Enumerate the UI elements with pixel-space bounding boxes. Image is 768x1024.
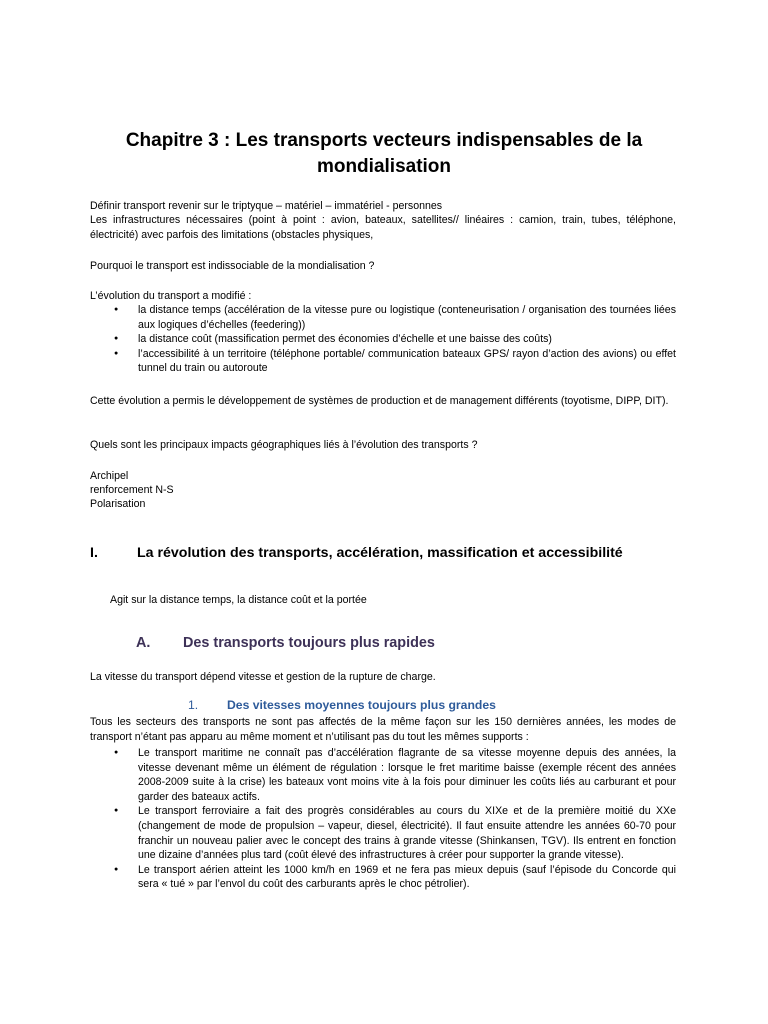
list-item: ● la distance coût (massification permet des économies d’échelle et une baisse des coûts)	[90, 332, 676, 347]
section-title: La révolution des transports, accélération, massification et accessibilité	[137, 545, 623, 561]
intro-question-pourquoi: Pourquoi le transport est indissociable de la mondialisation ?	[90, 260, 375, 272]
impact-renforcement: renforcement N-S	[90, 484, 174, 496]
evolution-list	[90, 303, 676, 376]
impact-polarisation: Polarisation	[90, 498, 146, 510]
list-item: ● Le transport ferroviaire a fait des progrès considérables au cours du XIXe et de la première moitié du XXe (changement de mode de propulsion – vapeur, diesel, électricité). Il faut ensuite attendre les années 60-70 pour franchir un nouveau palier avec le concept des trains à grande vitesse (Shinkansen, TGV). Ils entrent en fonction une dizaine d’années plus tard (coût élevé des infrastructures à créer pour supporter la grande vitesse).	[90, 804, 676, 862]
speed-list	[90, 746, 676, 892]
intro-definition: Définir transport revenir sur le triptyque – matériel – immatériel - personnes	[90, 200, 443, 212]
subsubsection-text: Tous les secteurs des transports ne sont pas affectés de la même façon sur les 150 dernières années, les modes de transport n’étant pas apparu au même moment et n’utilisant pas du tout les mêmes supports :	[90, 716, 676, 743]
list-item: ● la distance temps (accélération de la vitesse pure ou logistique (conteneurisation / organisation des tournées liées aux logiques d’échelles (feedering))	[90, 303, 676, 332]
subsection-title: Des transports toujours plus rapides	[183, 635, 435, 651]
section-1-text: Agit sur la distance temps, la distance coût et la portée	[110, 594, 367, 606]
subsection-a-text: La vitesse du transport dépend vitesse et gestion de la rupture de charge.	[90, 671, 436, 683]
intro-question-quels: Quels sont les principaux impacts géographiques liés à l’évolution des transports ?	[90, 439, 478, 451]
chapter-title: Chapitre 3 : Les transports vecteurs indispensables de la mondialisation	[125, 130, 643, 177]
list-item: ● Le transport aérien atteint les 1000 km/h en 1969 et ne fera pas mieux depuis (sauf l’épisode du Concorde qui sera « tué » par l’envol du coût des carburants après le choc pétrolier).	[90, 863, 676, 892]
list-item: ● Le transport maritime ne connaît pas d’accélération flagrante de sa vitesse moyenne depuis des années, la vitesse devenant même un élément de régulation : lorsque le fret maritime baisse (exemple récent des années 2008-2009 suite à la crise) les bateaux vont moins vite à la fois pour diminuer les coûts liés au carburant et pour garder des bateaux actifs.	[90, 746, 676, 804]
impact-archipel: Archipel	[90, 470, 129, 482]
subsection-number: A.	[136, 635, 151, 651]
subsubsection-title: Des vitesses moyennes toujours plus grandes	[227, 698, 496, 712]
intro-evolution-lead: L’évolution du transport a modifié :	[90, 290, 252, 302]
section-number: I.	[90, 545, 98, 561]
intro-cette-evolution: Cette évolution a permis le développement de systèmes de production et de management différents (toyotisme, DIPP, DIT).	[90, 395, 669, 407]
subsubsection-number: 1.	[188, 698, 199, 712]
list-item: ● l’accessibilité à un territoire (téléphone portable/ communication bateaux GPS/ rayon d’action des avions) ou effet tunnel du train ou autoroute	[90, 347, 676, 376]
intro-infrastructures: Les infrastructures nécessaires (point à point : avion, bateaux, satellites// linéaires : camion, train, tubes, téléphone, électricité) avec parfois des limitations (obstacles physiques,	[90, 214, 676, 241]
